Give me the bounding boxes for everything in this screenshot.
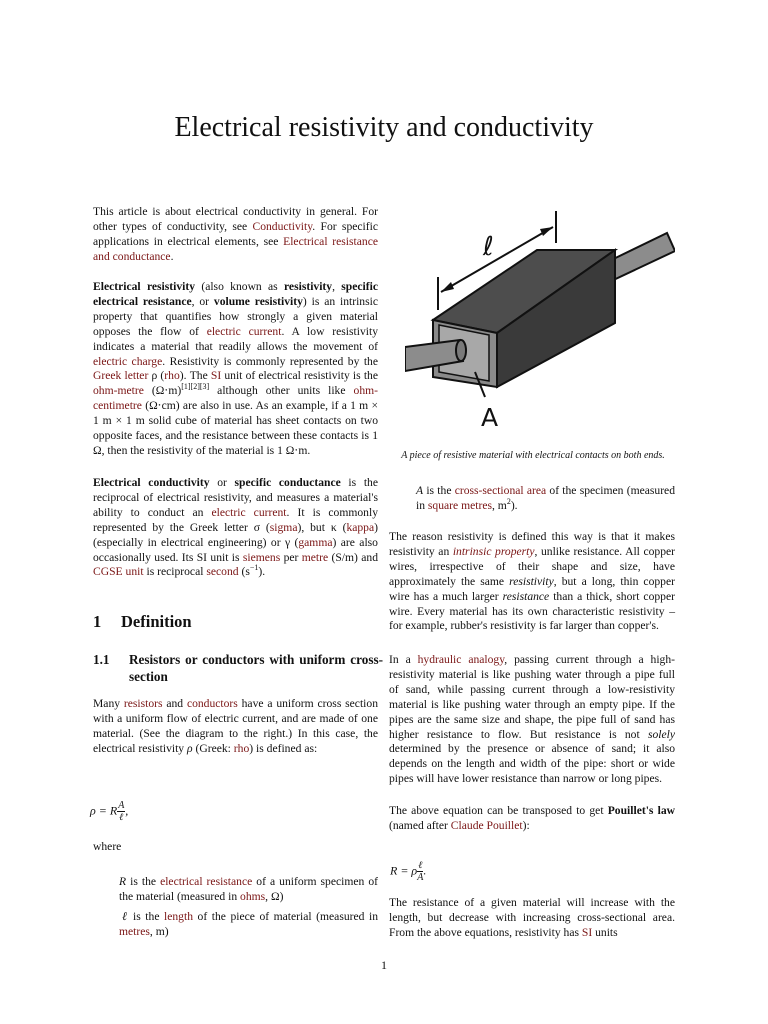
link-metres[interactable]: metres [119,924,150,938]
equation-pouillet: R = ρ $\frac{\text{ℓ}}{A}$ . [390,860,427,883]
link-claude-pouillet[interactable]: Claude Pouillet [450,818,523,832]
link-hydraulic-analogy[interactable]: hydraulic analogy [417,653,505,666]
page-title: Electrical resistivity and conductivity [174,112,594,143]
conductivity-paragraph: Electrical conductivity or specific conductance is the reciprocal of electrical resistivity, and measures a material's ability to conduct an electric current. It is commonly represented by the Greek letter σ (sigma), but κ (kappa) (especially in electrical engineering) or γ (gamma) are also occasionally used. Its SI unit is siemens per metre (S/m) and CGSE unit is reciprocal second $(s^{-1})$. [93,476,378,579]
equation-resistivity: ρ = R $\frac{A}{\text{ℓ}}$ , [90,800,129,823]
link-electric-charge[interactable]: electric charge [93,354,163,368]
page-number: 1 [381,958,387,972]
reason-paragraph: The reason resistivity is defined this way is that it makes resistivity an intrinsic property, unlike resistance. All copper wires, irrespective of their shape and size, have approximately the same resistivity, but a long, thin copper wire has a much larger resistance than a thick, short copper wire. Every material has its own characteristic resistivity – for example, rubber's resistivity is far larger than copper's. [389,530,675,633]
resistor-diagram [405,205,675,445]
link-cgse-unit[interactable]: CGSE unit [93,565,144,579]
label-area: A [481,403,499,432]
link-greek-letter[interactable]: Greek letter [93,369,149,383]
link-square-metres[interactable]: square metres [427,498,492,512]
link-conductivity[interactable]: Conductivity [252,219,313,233]
link-sigma[interactable]: sigma [269,520,298,534]
link-kappa[interactable]: kappa [346,520,375,534]
definition-length: ℓ is the length of the piece of material (measured in metres, m) [119,910,378,938]
citation-refs[interactable]: [1][2][3] [181,382,210,392]
link-ohms[interactable]: ohms [240,889,266,903]
link-rho[interactable]: rho [164,369,180,383]
link-cross-sectional-area[interactable]: cross-sectional area [454,484,547,497]
link-electrical-resistance[interactable]: Electrical resistance and conductance [93,234,378,263]
link-intrinsic-property[interactable]: intrinsic property [452,544,535,558]
link-ohm-centimetre[interactable]: ohm-centimetre [93,384,378,413]
link-resistors[interactable]: resistors [123,697,163,710]
link-rho-2[interactable]: rho [233,741,250,755]
label-length: ℓ [483,232,494,262]
link-gamma[interactable]: gamma [298,535,333,549]
resistor-illustration [405,205,675,440]
link-si[interactable]: SI [210,369,222,383]
pouillet-paragraph: The above equation can be transposed to get Pouillet's law (named after Claude Pouillet): [389,804,675,832]
increase-paragraph: The resistance of a given material will increase with the length, but decrease with increasing cross-sectional area. From the above equations, resistivity has SI units [389,896,675,939]
link-siemens[interactable]: siemens [242,550,281,564]
link-electric-current-2[interactable]: electric current [211,505,287,519]
link-second[interactable]: second [206,565,239,579]
definition-R: R is the electrical resistance of a uniform specimen of the material (measured in ohms, Ω) [119,875,378,903]
link-electrical-resistance-2[interactable]: electrical resistance [160,875,253,888]
link-length[interactable]: length [164,910,193,923]
where-text: where [93,840,122,853]
figure-caption: A piece of resistive material with electrical contacts on both ends. [401,450,665,461]
link-electric-current[interactable]: electric current [206,324,282,338]
link-conductors[interactable]: conductors [186,697,238,710]
link-ohm-metre[interactable]: ohm-metre [93,384,144,398]
link-si-2[interactable]: SI [581,925,593,939]
section-heading-definition: 1 Definition [93,612,192,631]
resistivity-paragraph: Electrical resistivity (also known as resistivity, specific electrical resistance, or volume resistivity) is an intrinsic property that quantifies how strongly a given material opposes the flow of electric current. A low resistivity indicates a material that readily allows the movement of electric charge. Resistivity is commonly represented by the Greek letter ρ (rho). The SI unit of electrical resistivity is the ohm-metre (Ω⋅m)[1][2][3] although other units like ohm-centimetre (Ω⋅cm) are also in use. As an example, if a 1 m × 1 m × 1 m solid cube of material has sheet contacts on two opposite faces, and the resistance between these contacts is 1 Ω, then the resistivity of the material is 1 Ω⋅m. [93,280,378,457]
definition-area: A is the cross-sectional area of the specimen (measured in square metres, $m^2$). [416,484,676,512]
subsection-heading-uniform: 1.1 Resistors or conductors with uniform cross-section [93,652,383,684]
hydraulic-paragraph: In a hydraulic analogy, passing current through a high-resistivity material is like pushing water through a pipe full of sand, while passing current through a low-resistivity material is like pushing water through an empty pipe. If the pipes are the same size and shape, the pipe full of sand has higher resistance to flow. But resistance is not solely determined by the presence or absence of sand; it also depends on the length and width of the pipe: short or wide pipes will have lower resistance than narrow or long pipes. [389,653,675,786]
link-metre[interactable]: metre [301,550,329,564]
uniform-paragraph: Many resistors and conductors have a uniform cross section with a uniform flow of electric current, and are made of one material. (See the diagram to the right.) In this case, the electrical resistivity ρ (Greek: rho) is defined as: [93,697,378,755]
intro-paragraph: This article is about electrical conductivity in general. For other types of conductivity, see Conductivity. For specific applications in electrical elements, see Electrical resistance and conductance. [93,205,378,263]
